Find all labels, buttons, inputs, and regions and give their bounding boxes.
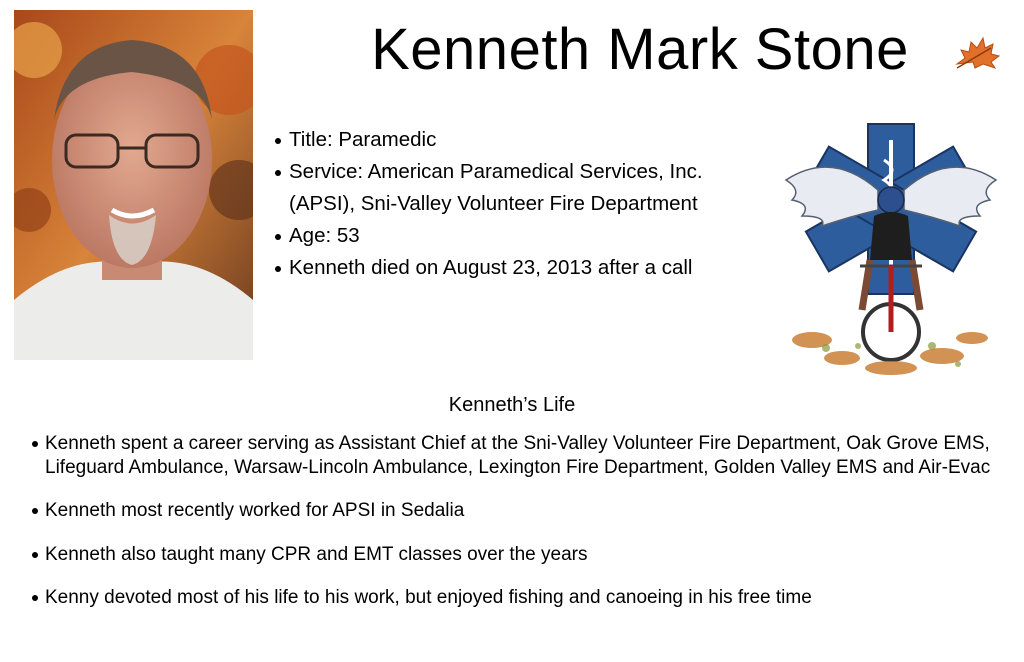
star-of-life-angel-cyclist-icon [782, 120, 1000, 378]
life-item-teaching: Kenneth also taught many CPR and EMT classes over the years [30, 543, 1018, 567]
life-item-recent-work: Kenneth most recently worked for APSI in Sedalia [30, 499, 1018, 523]
info-title: Title: Paramedic [272, 124, 772, 156]
autumn-leaf-icon [953, 34, 1003, 74]
life-item-hobbies: Kenny devoted most of his life to his work, but enjoyed fishing and canoeing in his free time [30, 586, 1018, 610]
info-age: Age: 53 [272, 220, 772, 252]
life-heading: Kenneth’s Life [448, 394, 576, 416]
info-list [272, 124, 772, 284]
page-title: Kenneth Mark Stone [371, 17, 909, 82]
portrait-photo [14, 10, 253, 360]
life-list [30, 432, 1018, 630]
info-service: Service: American Paramedical Services, Inc. (APSI), Sni-Valley Volunteer Fire Department [272, 156, 772, 220]
life-item-career: Kenneth spent a career serving as Assistant Chief at the Sni-Valley Volunteer Fire Department, Oak Grove EMS, Lifeguard Ambulance, Warsaw-Lincoln Ambulance, Lexington Fire Department, Golden Valley EMS and Air-Evac [30, 432, 1018, 479]
info-death: Kenneth died on August 23, 2013 after a call [272, 252, 772, 284]
